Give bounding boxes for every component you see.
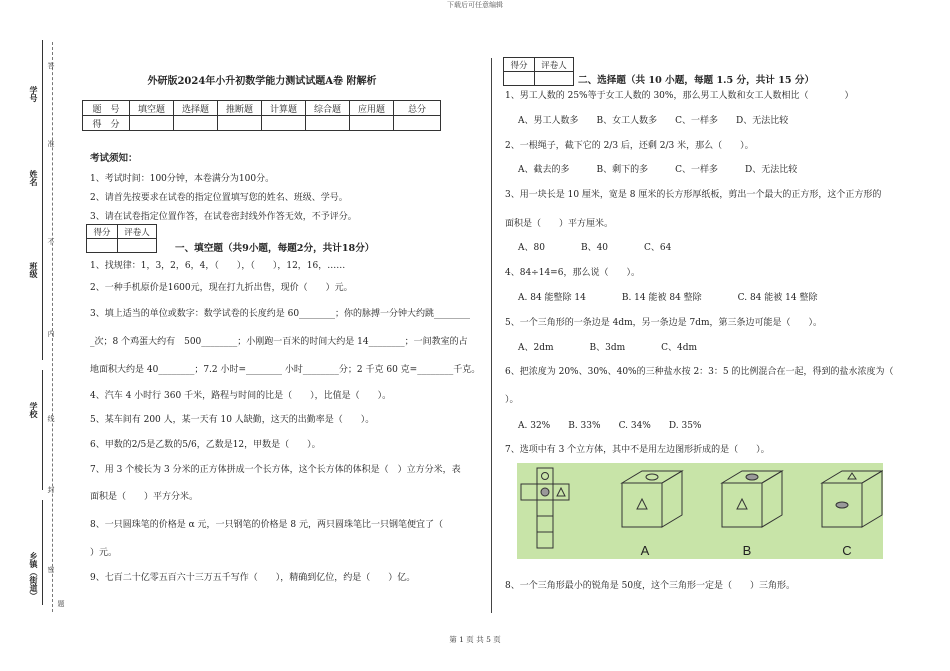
scorer-cell [504, 72, 535, 86]
q-choice-line: 2、一根绳子，截下它的 2/3 后，还剩 2/3 米，那么（ ）。 [505, 141, 754, 151]
net-face [537, 500, 553, 516]
scorer-cell [87, 239, 118, 253]
header-note: 下载后可任意编辑 [447, 1, 503, 9]
q-fill-line: 5、某车间有 200 人，某一天有 10 人缺勤，这天的出勤率是（ ）。 [90, 415, 375, 425]
q-choice-line: 1、男工人数的 25%等于女工人数的 30%，那么男工人数和女工人数相比（ ） [505, 91, 854, 101]
notice-item: 1、考试时间：100分钟，本卷满分为100分。 [90, 174, 275, 184]
ellipse-dot-mark [746, 474, 758, 480]
notice-item: 3、请在试卷指定位置作答，在试卷密封线外作答无效，不予评分。 [90, 212, 357, 222]
score-cell: 选择题 [174, 101, 218, 116]
score-table-score-row [83, 116, 441, 131]
cube-front [622, 483, 662, 527]
q-fill-line: ）元。 [90, 548, 118, 558]
margin-fill-line [42, 40, 43, 160]
scorer-cell [118, 239, 157, 253]
q-choice-option: A、2dm B、3dm C、4dm [518, 343, 698, 353]
margin-mark: 线 [47, 415, 55, 422]
q-fill-line: 地面积大约是 40________；7.2 小时=________ 小时________分；2 千克 60 克=________千克。 [90, 365, 481, 375]
section1-title: 一、填空题（共9小题，每题2分，共计18分） [175, 243, 375, 254]
q-fill-line: 7、用 3 个棱长为 3 分米的正方体拼成一个长方体，这个长方体的体积是（ ）立方分米，表 [90, 465, 461, 475]
q-choice-line: 4、84÷14=6，那么说（ ）。 [505, 268, 640, 278]
q-fill-line: 2、一种手机原价是1600元，现在打九折出售，现价（ ）元。 [90, 283, 353, 293]
margin-mark: 内 [47, 330, 55, 337]
q-fill-line: 3、填上适当的单位或数字：数学试卷的长度约是 60________；你的脉搏一分钟大约跳________ [90, 309, 471, 319]
q-choice-option: A. 32% B. 33% C. 34% D. 35% [518, 421, 702, 431]
margin-fill-line [42, 370, 43, 490]
ellipse-dot-mark [836, 502, 848, 508]
scorer-box [86, 224, 157, 253]
notice-title: 考试须知： [90, 153, 138, 164]
option-label-a: A [640, 543, 650, 558]
cube-top [622, 471, 682, 483]
ellipse-mark [646, 474, 658, 480]
score-cell [174, 116, 218, 131]
cube-net-figure [517, 463, 883, 559]
q-fill-line: 6、甲数的2/5是乙数的5/6，乙数是12，甲数是（ ）。 [90, 440, 321, 450]
q-fill-line: 9、七百二十亿零五百六十三万五千写作（ ），精确到亿位，约是（ ）亿。 [90, 573, 416, 583]
margin-fill-line [42, 150, 43, 240]
cube-front [722, 483, 762, 527]
margin-label-class: 班级 [29, 262, 39, 278]
triangle-mark [557, 488, 565, 496]
margin-label-town: 乡镇（街道） [29, 552, 39, 600]
score-cell: 得 分 [83, 116, 130, 131]
margin-mark: 密 [47, 566, 55, 573]
margin-mark: 封 [47, 486, 55, 493]
margin-label-name: 姓名 [29, 170, 39, 186]
score-cell [130, 116, 174, 131]
q-choice-option: A、80 B、40 C、64 [518, 243, 672, 253]
scorer-box [503, 57, 574, 86]
cube-side [862, 471, 882, 527]
q-choice-line: 8、一个三角形最小的锐角是 50度，这个三角形一定是（ ）三角形。 [505, 581, 796, 591]
score-cell: 填空题 [130, 101, 174, 116]
score-cell [350, 116, 394, 131]
score-cell [218, 116, 262, 131]
margin-mark: 题 [57, 600, 65, 607]
score-cell [394, 116, 441, 131]
q-fill-line: 8、一只圆珠笔的价格是 α 元，一只钢笔的价格是 8 元，两只圆珠笔比一只钢笔便宜了（ [90, 520, 443, 530]
margin-mark: 不 [47, 238, 55, 245]
q-choice-line: 7、选项中有 3 个立方体，其中不是用左边图形折成的是（ ）。 [505, 445, 770, 455]
cube-side [762, 471, 782, 527]
q-choice-option: A. 84 能整除 14 B. 14 能被 84 整除 C. 84 能被 14 整除 [518, 293, 818, 303]
score-cell: 总分 [394, 101, 441, 116]
margin-fill-line [42, 240, 43, 360]
score-cell: 综合题 [306, 101, 350, 116]
q-choice-line: ）。 [505, 395, 519, 405]
triangle-mark [637, 499, 647, 509]
margin-label-student-id: 学号 [29, 86, 39, 102]
option-label-c: C [842, 543, 852, 558]
scorer-label: 得分 [87, 225, 118, 239]
scorer-label: 得分 [504, 58, 535, 72]
margin-mark: 准 [47, 140, 55, 147]
score-cell: 题 号 [83, 101, 130, 116]
q-choice-line: 5、一个三角形的一条边是 4dm，另一条边是 7dm，第三条边可能是（ ）。 [505, 318, 822, 328]
q-choice-option: A、截去的多 B、剩下的多 C、一样多 D、无法比较 [518, 165, 798, 175]
score-table-header-row [83, 101, 441, 116]
binding-dashed-line [52, 42, 53, 612]
q-fill-line: 面积是（ ）平方分米。 [90, 492, 199, 502]
triangle-mark [737, 499, 747, 509]
circle-mark [542, 473, 549, 480]
q-choice-line: 面积是（ ）平方厘米。 [505, 219, 614, 229]
option-label-b: B [742, 543, 752, 558]
notice-item: 2、请首先按要求在试卷的指定位置填写您的姓名、班级、学号。 [90, 193, 348, 203]
score-cell: 应用题 [350, 101, 394, 116]
q-choice-line: 6、把浓度为 20%、30%、40%的三种盐水按 2：3：5 的比例混合在一起，得到的盐水浓度为（ [505, 367, 894, 377]
score-cell [306, 116, 350, 131]
q-fill-line: _次；8 个鸡蛋大约有 500________；小刚跑一百米的时间大约是 14________；一间教室的占 [90, 337, 468, 347]
margin-label-school: 学校 [29, 402, 39, 418]
section2-title: 二、选择题（共 10 小题，每题 1.5 分，共计 15 分） [578, 75, 815, 86]
page-footer: 第 1 页 共 5 页 [449, 635, 501, 644]
q-fill-line: 1、找规律：1，3，2，6，4，（ ），（ ），12，16，…… [90, 261, 346, 271]
score-cell [262, 116, 306, 131]
margin-mark: 答 [47, 62, 55, 69]
column-divider [491, 58, 492, 613]
page-title: 外研版2024年小升初数学能力测试试题A卷 附解析 [147, 76, 377, 87]
cube-side [662, 471, 682, 527]
margin-fill-line [42, 500, 43, 605]
q-choice-line: 3、用一块长是 10 厘米，宽是 8 厘米的长方形厚纸板，剪出一个最大的正方形，这个正方形的 [505, 190, 882, 200]
net-face [537, 516, 553, 532]
dot-mark [541, 488, 549, 496]
q-fill-line: 4、汽车 4 小时行 360 千米，路程与时间的比是（ ），比值是（ ）。 [90, 391, 392, 401]
triangle-mark [848, 473, 856, 479]
net-face [537, 468, 553, 484]
net-face [553, 484, 569, 500]
net-face [537, 532, 553, 548]
net-face [521, 484, 537, 500]
scorer-cell [535, 72, 574, 86]
scorer-label: 评卷人 [535, 58, 574, 72]
score-cell: 推断题 [218, 101, 262, 116]
q-choice-option: A、男工人数多 B、女工人数多 C、一样多 D、无法比较 [518, 116, 789, 126]
score-cell: 计算题 [262, 101, 306, 116]
scorer-label: 评卷人 [118, 225, 157, 239]
score-table [82, 100, 441, 131]
cube-figure-svg [517, 463, 883, 559]
